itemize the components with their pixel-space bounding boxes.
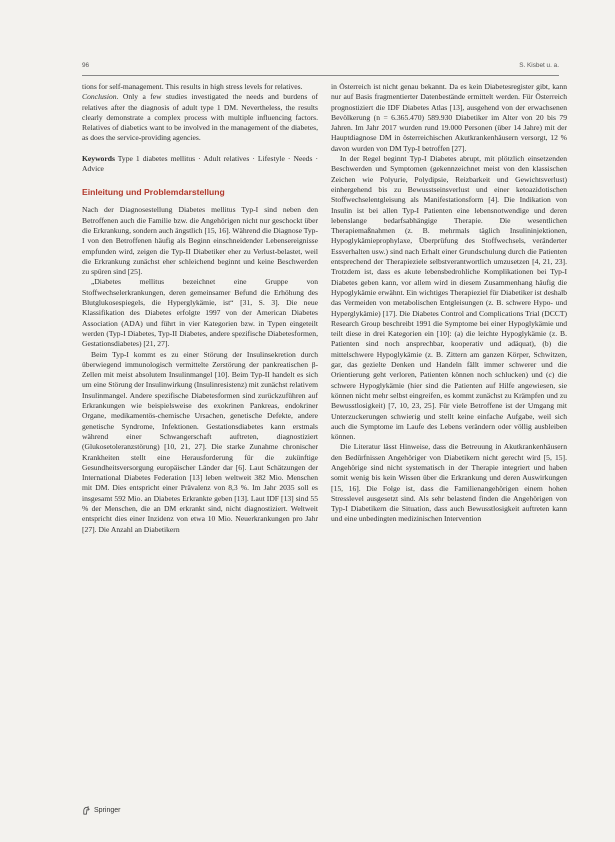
running-head bbox=[82, 62, 559, 69]
header-rule bbox=[82, 75, 559, 76]
left-column bbox=[82, 82, 318, 535]
right-column bbox=[331, 82, 567, 525]
body-paragraph-2: „Diabetes mellitus bezeichnet eine Gruppe von Stoffwechselerkrankungen, deren gemeinsamer Befund die Erhöhung des Blutglukosespiegels, die Hyperglykämie, ist“ [31, S. 3]. Die neue Klassifikation des Diabetes erfolgte 1997 von der American Diabetes Association (ADA) und führt in vier Kategorien bzw. in Typen eingeteilt werden (Typ-I Diabetes, Typ-II Diabetes, andere spezifische Diabetesformen, Gestationsdiabetes) [21, 27]. bbox=[82, 277, 318, 349]
conclusion-label: Conclusion. bbox=[82, 92, 119, 102]
running-head-authors: S. Kisbet u. a. bbox=[519, 62, 559, 69]
keywords bbox=[82, 154, 318, 175]
publisher-name: Springer bbox=[94, 807, 121, 814]
body-paragraph-4: in Österreich ist nicht genau bekannt. Da es kein Diabetesregister gibt, kann nur auf Basis fragmentierter Datenbestände ermittelt werden. Für Österreich prognostiziert die IDF Diabetes Atlas [13], ausgehend von der erwachsenen Bevölkerung (n = 6.365.470) 589.930 Diabetiker im Alter von 20 bis 79 Jahren. Im Jahr 2017 wurden rund 19.000 Personen (über 14 Jahre) mit der Hauptdiagnose DM in österreichischen Akutkrankenhäusern versorgt, 12 % davon wurden von DM Typ-I betroffen [27]. bbox=[331, 82, 567, 153]
body-paragraph-1: Nach der Diagnosestellung Diabetes mellitus Typ-I sind neben den Betroffenen auch die Familie bzw. die Angehörigen nicht nur geschockt über die Erkrankung, sondern auch ängstlich [15, 16]. Während die Diagnose Typ-I von den Betroffenen häufig als Beginn einschneidender Lebensereignisse empfunden wird, zeigen die Typ-II Diabetiker eher zu Verlust-belastet, weil die Erkrankung zunächst eher schleichend beginnt und keine Beschwerden zu spüren sind [25]. bbox=[82, 205, 318, 277]
publisher-logo bbox=[82, 806, 120, 815]
conclusion-paragraph bbox=[82, 92, 318, 143]
section-title: Einleitung und Problemdarstellung bbox=[82, 187, 225, 198]
body-paragraph-3: Beim Typ-I kommt es zu einer Störung der Insulinsekretion durch überwiegend immunologisch vermittelte Zerstörung der pankreatischen β-Zellen mit meist absolutem Insulinmangel [10]. Beim Typ-II handelt es sich um eine Störung der Insulinwirkung (Insulinresistenz) mit zunächst relativem Insulinmangel. Andere spezifische Diabetesformen sind zurückzuführen auf Erkrankungen wie beispielsweise des exokrinen Pankreas, endokriner Organe, medikamentös-chemische Ursachen, genetische Defekte, andere genetische Syndrome, Infektionen. Gestationsdiabetes kann erstmals während einer Schwangerschaft auftreten, diagnostiziert (Glukosetoleranzstörung) [10, 21, 27]. Die starke Zunahme chronischer Krankheiten stellt eine Herausforderung für die zukünftige Gesundheitsversorgung europäischer Länder dar [6]. Laut Schätzungen der International Diabetes Federation [13] leben weltweit 382 Mio. Menschen mit DM. Dies entspricht einer Prävalenz von 8,3 %. Im Jahr 2035 soll es insgesamt 592 Mio. an Diabetes Erkrankte geben [13]. Laut IDF [13] sind 55 % der Menschen, die an DM erkrankt sind, nicht diagnostiziert. Weltweit entspricht dies einer Inzidenz von etwa 10 Mio. Neuerkrankungen pro Jahr [27]. Die Anzahl an Diabetikern bbox=[82, 349, 318, 534]
conclusion-text: Only a few studies investigated the needs and burdens of relatives after the diagnosis of adult type 1 DM. Nevertheless, the results clearly demonstrate a complex process with multiple influencing factors. Relatives of diabetics want to be involved in the management of the diabetes, as does the service-providing agencies. bbox=[82, 92, 318, 143]
page-number: 96 bbox=[82, 62, 90, 69]
springer-horse-icon bbox=[82, 806, 91, 815]
keywords-label: Keywords bbox=[82, 153, 115, 163]
body-paragraph-6: Die Literatur lässt Hinweise, dass die Betreuung in Akutkrankenhäusern den Bedürfnissen Angehöriger von Diabetikern nicht gerecht wird [5, 15]. Angehörige sind nicht systematisch in der Therapie integriert und haben somit wenig bis kein Wissen über die Erkrankung und deren Auswirkungen [15, 16]. Die Folge ist, dass die Familienangehörigen einem hohen Stresslevel ausgesetzt sind. Als sehr belastend finden die Angehörigen von Typ-I Diabetikern die Situation, dass auch Bewusstlosigkeit auftreten kann und eine unbedingten medizinischen Intervention bbox=[331, 442, 567, 524]
body-paragraph-5: In der Regel beginnt Typ-I Diabetes abrupt, mit plötzlich einsetzenden Beschwerden und Symptomen (gekennzeichnet meist von den klassischen Zeichen wie Polyurie, Polydipsie, Reizbarkeit und Gewichtsverlust) einhergehend bis zu Bewusstseinsverlust und einer ketoazidotischen Stoffwechselentgleisung als Manifestationsform [4]. Die Indikation von Insulin ist bei allen Typ-I Patienten eine lebensnotwendige und deren lebenslange bedarfsabhängige Therapie. Die wesentlichen Therapiemaßnahmen (z. B. mehrmals täglich Insulininjektionen, Hypoglykämieprophylaxe, Überprüfung des Stoffwechsels, veränderter Essverhalten usw.) sind nach Erhalt einer Grundschulung durch die Patienten entsprechend der Therapieziele selbstverantwortlich umzusetzen [4, 21, 23]. Trotzdem ist, dass es akute lebensbedrohliche Komplikationen bei Typ-I Diabetes geben kann, vor allem wird in diesem Zusammenhang häufig die Hypoglykämie erwähnt. Ein wichtiges Therapieziel für Diabetiker ist deshalb das Vermeiden von metabolischen Entgleisungen (z. B. schwere Hypo- und Hyperglykämie) [17]. Die Diabetes Control and Complications Trial (DCCT) Research Group beschreibt 1991 die Symptome bei einer Hypoglykämie und teilt diese in drei Kategorien ein [10]: (a) die leichte Hypoglykämie (z. B. Patienten sind noch ansprechbar, kooperativ und adäquat), (b) die mittelschwere Hypoglykämie (z. B. Zittern am ganzen Körper, Schwitzen, gar, das gezielte Denken und Handeln fällt immer schwerer und die Orientierung geht verloren, Patienten können noch schlucken) und (c) die schwere Hypoglykämie (hier sind die Patienten auf Hilfe angewiesen, sie können nicht mehr selbst eingreifen, es kommt zunächst zu Krämpfen und zu Bewusstlosigkeit) [7, 10, 23, 25]. Für viele Betroffene ist der Umgang mit Unterzuckerungen schwierig und stellt keine einfache Aufgabe, weil sich auch die Symptome im Laufe des Lebens verändern oder völlig ausbleiben können. bbox=[331, 154, 567, 442]
keywords-text: Type 1 diabetes mellitus · Adult relatives · Lifestyle · Needs · Advice bbox=[82, 153, 318, 174]
abstract-tail: tions for self-management. This results in high stress levels for relatives. bbox=[82, 82, 303, 91]
